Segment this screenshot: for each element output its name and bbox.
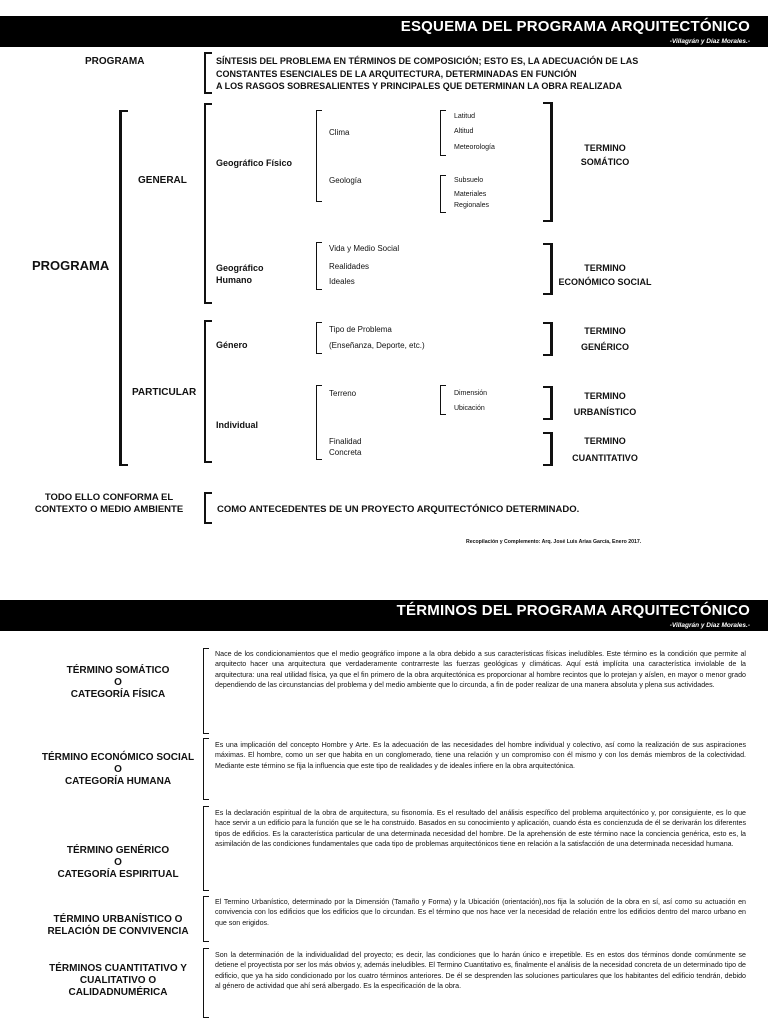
root-programa-label: PROGRAMA	[32, 258, 110, 273]
term-label-line: TÉRMINO URBANÍSTICO O	[53, 914, 183, 925]
urbanistico-bracket	[543, 386, 553, 420]
programa-def-line: A LOS RASGOS SOBRESALIENTES Y PRINCIPALES QUE DETERMINAN LA OBRA REALIZADA	[216, 81, 623, 91]
termino-cuantitativo	[560, 433, 650, 467]
finalidad-line: Concreta	[329, 448, 362, 457]
genero-item: Tipo de Problema	[329, 325, 392, 334]
termino-name: ECONÓMICO SOCIAL	[558, 277, 652, 287]
genero-item: (Enseñanza, Deporte, etc.)	[329, 341, 425, 350]
term-text-somatico: Nace de los condicionamientos que el medio geográfico impone a la obra debido a sus características físicas ineludibles. Este término es la condición que permite al arquitecto hacer una arquitectura que verdaderamente contrarreste las fuerzas geológicas y climáticas. Aquí está implícita una característica inviolable de la arquitectura: una real utilidad física, ya que el fin primero de la obra arquitectónica es proporcionar al hombre recintos que lo protejan y aíslen, en mayor o menor grado dependiendo de las circunstancias del problema y del medio ambiente que lo circunda, a fin de poder realizar de una manera absoluta y plena sus actividades.	[215, 650, 746, 689]
term-text-cuantitativo: Son la determinación de la individualidad del proyecto; es decir, las condiciones que lo harán único e irrepetible. Es en estos dos términos donde comúnmente se detiene el proyectista por ser los más obvios y, además ineludibles. El Termino Cuantitativo es, finalmente el análisis de la necesidad concreta de un determinado tipo de edificio, que ya ha sido condicionado por los cuatro términos anteriores. De él se desprenden las soluciones particulares que los habitantes del edificio tendrán, debido al género de actividad que ahí será albergado. Es la especificación de la obra.	[215, 951, 746, 990]
termino-word: TERMINO	[584, 143, 626, 153]
termino-generico	[565, 323, 645, 355]
term-label-line: TÉRMINO GENÉRICO	[66, 845, 170, 856]
term-label-somatico	[20, 665, 216, 701]
term-label-line: CATEGORÍA HUMANA	[64, 776, 172, 787]
programa-label: PROGRAMA	[85, 56, 145, 67]
term-label-line: O	[114, 764, 122, 775]
term-bracket	[203, 806, 209, 891]
genero-bracket	[316, 322, 322, 354]
termino-word: TERMINO	[584, 391, 626, 401]
general-bracket	[204, 103, 212, 304]
geologia-item: Regionales	[454, 202, 490, 209]
termino-name: CUANTITATIVO	[572, 453, 638, 463]
geo-fisico-bracket	[316, 110, 322, 202]
generico-bracket	[543, 322, 553, 356]
clima-bracket	[440, 110, 446, 156]
termino-name: URBANÍSTICO	[573, 407, 637, 417]
individual-label: Individual	[216, 420, 259, 430]
contexto-label	[26, 492, 192, 516]
termino-word: TERMINO	[584, 436, 626, 446]
geologia-bracket	[440, 175, 446, 213]
term-bracket	[203, 738, 209, 800]
scheme-title: ESQUEMA DEL PROGRAMA ARQUITECTÓNICO	[400, 18, 750, 35]
geologia-label: Geología	[329, 176, 362, 185]
clima-label: Clima	[329, 128, 350, 137]
termino-name: SOMÁTICO	[580, 157, 630, 167]
term-label-line: TÉRMINOS CUANTITATIVO Y	[49, 963, 187, 974]
terms-authors: -Villagrán y Díaz Morales.-	[669, 622, 750, 629]
geologia-item: Subsuelo	[454, 177, 484, 184]
termino-somatico	[565, 141, 645, 169]
individual-bracket	[316, 385, 322, 460]
contexto-line: CONTEXTO O MEDIO AMBIENTE	[34, 504, 184, 515]
programa-def-line: CONSTANTES ESENCIALES DE LA ARQUITECTURA, DETERMINADAS EN FUNCIÓN	[216, 68, 577, 79]
term-label-line: TÉRMINO ECONÓMICO SOCIAL	[41, 752, 195, 763]
term-text-urbanistico: El Termino Urbanístico, determinado por la Dimensión (Tamaño y Forma) y la Ubicación (orientación),nos fija la solución de la obra en sí, así como su actuación en convivencia con los edificios que los edificios que lo circundan. Es el término que nos hace ver la necesidad de relación entre los edificios dentro del marco urbano en que son erigidos.	[215, 898, 746, 927]
terms-header-band	[0, 600, 768, 631]
term-label-line: CUALITATIVO O	[79, 975, 157, 986]
term-text-economico: Es una implicación del concepto Hombre y Arte. Es la adecuación de las necesidades del hombre individual y colectivo, así como la realización de sus aspiraciones máximas. El hombre, como un ser que habita en un conglomerado, tiene una relación y un compromiso con él mismo y con los demás miembros de la colectividad. Mediante este término se fija la influencia que este tipo de realidades y de ideales infiere en la obra arquitectónica.	[215, 741, 746, 770]
term-label-cuantitativo	[20, 963, 216, 999]
clima-item: Latitud	[454, 113, 476, 120]
root-bracket	[119, 110, 128, 466]
term-bracket	[203, 948, 209, 1018]
contexto-text: COMO ANTECEDENTES DE UN PROYECTO ARQUITECTÓNICO DETERMINADO.	[217, 504, 580, 515]
genero-label: Género	[216, 340, 248, 350]
clima-item: Meteorología	[454, 144, 495, 151]
scheme-credit: Recopilación y Complemento: Arq. José Luis Arias García, Enero 2017.	[466, 539, 642, 545]
geo-fisico-label: Geográfico Físico	[216, 158, 293, 168]
termino-word: TERMINO	[584, 326, 626, 336]
geologia-item: Materiales	[454, 191, 487, 198]
term-bracket	[203, 648, 209, 734]
terreno-item: Ubicación	[454, 405, 485, 412]
terreno-bracket	[440, 385, 446, 415]
termino-name: GENÉRICO	[580, 342, 629, 352]
humano-item: Ideales	[329, 277, 355, 286]
term-label-line: RELACIÓN DE CONVIVENCIA	[47, 926, 189, 937]
term-label-generico	[20, 845, 216, 881]
term-label-line: CATEGORÍA ESPIRITUAL	[57, 869, 179, 880]
geo-humano-line: Humano	[216, 275, 252, 285]
scheme-header-band	[0, 16, 768, 47]
general-label: GENERAL	[138, 175, 187, 186]
contexto-bracket	[204, 492, 212, 524]
geo-humano-line: Geográfico	[216, 263, 264, 273]
term-label-economico	[20, 752, 216, 788]
somatico-bracket	[543, 102, 553, 222]
programa-definition	[216, 55, 638, 93]
term-label-line: CALIDADNUMÉRICA	[68, 987, 168, 998]
particular-bracket	[204, 320, 212, 463]
contexto-line: TODO ELLO CONFORMA EL	[44, 492, 174, 503]
termino-economico	[545, 261, 665, 289]
programa-def-bracket	[204, 52, 212, 94]
terms-title: TÉRMINOS DEL PROGRAMA ARQUITECTÓNICO	[396, 602, 750, 619]
terreno-label: Terreno	[329, 389, 357, 398]
term-label-line: O	[114, 857, 122, 868]
clima-item: Altitud	[454, 128, 474, 135]
term-text-generico: Es la declaración espiritual de la obra de arquitectura, su fisonomía. Es el resultado del análisis específico del problema arquitectónico y, por consiguiente, es lo que hace servir a un edificio para la función que se le ha construido. Basados en su conocimiento y aplicación, cuando ésta es concienzuda de él se derivarán los diferentes tipos de edificios. Es la característica particular de una determinada necesidad del hombre. De la aprehensión de este término nace la conciencia genérica, esto es, la asimilación de las condiciones fundamentales que cada tipo de problemas arquitectónicos tiene en relación a la satisfacción de una determinada necesidad humana.	[215, 809, 746, 848]
geo-humano-bracket	[316, 242, 322, 290]
term-label-line: O	[114, 677, 122, 688]
terreno-item: Dimensión	[454, 390, 488, 397]
finalidad-line: Finalidad	[329, 437, 362, 446]
scheme-authors: -Villagrán y Díaz Morales.-	[669, 38, 750, 45]
term-label-line: TÉRMINO SOMÁTICO	[66, 665, 170, 676]
particular-label: PARTICULAR	[132, 387, 197, 398]
term-bracket	[203, 896, 209, 942]
programa-def-line: SÍNTESIS DEL PROBLEMA EN TÉRMINOS DE COMPOSICIÓN; ESTO ES, LA ADECUACIÓN DE LAS	[216, 56, 639, 66]
finalidad-label	[329, 436, 361, 458]
cuantitativo-bracket	[543, 432, 553, 466]
term-label-urbanistico	[20, 914, 216, 938]
term-label-line: CATEGORÍA FÍSICA	[70, 689, 166, 700]
termino-word: TERMINO	[584, 263, 626, 273]
humano-item: Vida y Medio Social	[329, 244, 400, 253]
geo-humano-label	[216, 262, 264, 286]
humano-item: Realidades	[329, 262, 370, 271]
termino-urbanistico	[565, 388, 645, 420]
